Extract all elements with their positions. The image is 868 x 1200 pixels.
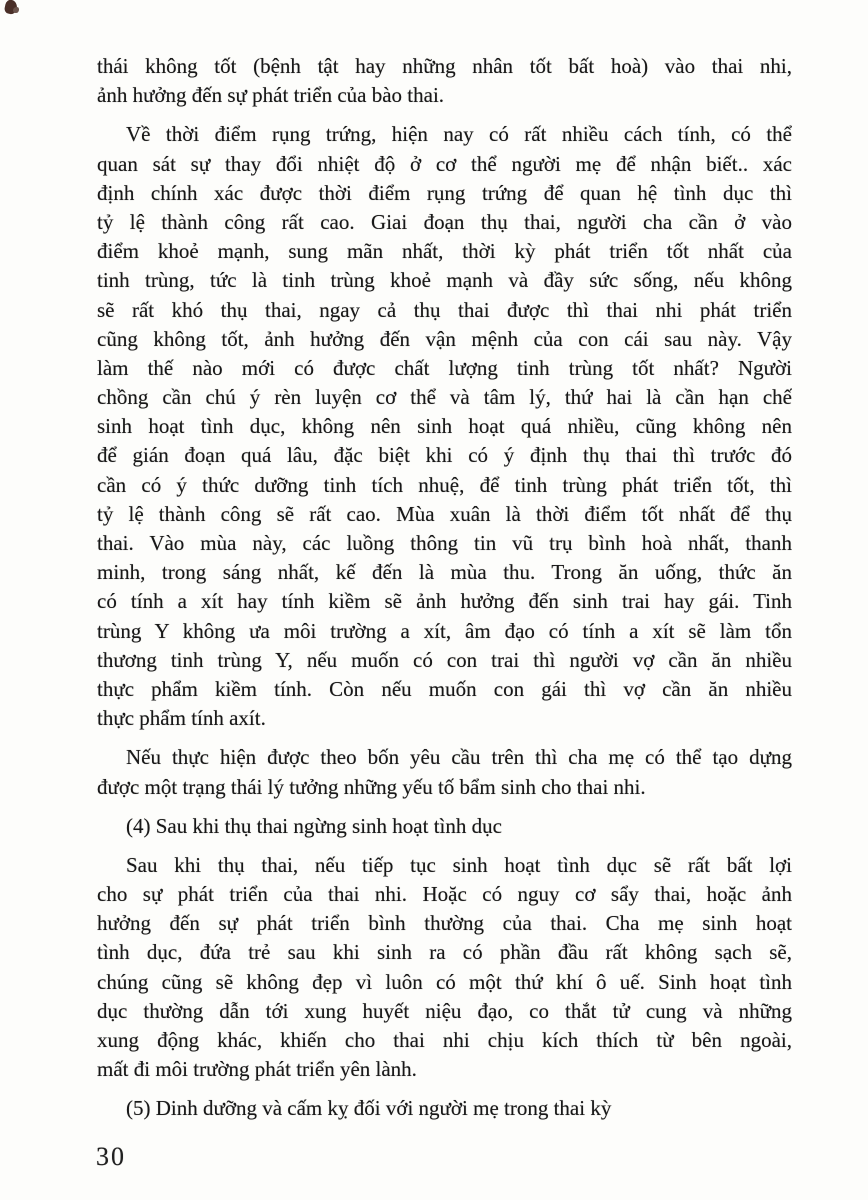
text-line: Về thời điểm rụng trứng, hiện nay có rất nhiều cách tính, có thể: [126, 122, 792, 147]
text-line: (4) Sau khi thụ thai ngừng sinh hoạt tình dục: [126, 813, 502, 838]
text-line: sẽ rất khó thụ thai, ngay cả thụ thai được thì thai nhi phát triển: [97, 297, 792, 322]
text-line: Sau khi thụ thai, nếu tiếp tục sinh hoạt tình dục sẽ rất bất lợi: [126, 852, 792, 877]
text-line: (5) Dinh dưỡng và cấm kỵ đối với người mẹ trong thai kỳ: [126, 1096, 612, 1121]
text-line: chồng cần chú ý rèn luyện cơ thể và tâm lý, thứ hai là cần hạn chế: [97, 385, 792, 410]
text-line: hưởng đến sự phát triển bình thường của thai. Cha mẹ sinh hoạt: [97, 911, 792, 936]
text-line: được một trạng thái lý tưởng những yếu tố bẩm sinh cho thai nhi.: [97, 774, 646, 799]
text-line: thương tinh trùng Y, nếu muốn có con trai thì người vợ cần ăn nhiều: [97, 647, 792, 672]
text-line: ảnh hưởng đến sự phát triển của bào thai.: [97, 83, 445, 108]
text-line: tình dục, đứa trẻ sau khi sinh ra có phần đầu rất không sạch sẽ,: [97, 940, 792, 965]
text-line: tỷ lệ thành công rất cao. Giai đoạn thụ thai, người cha cần ở vào: [97, 209, 792, 234]
text-line: thai. Vào mùa này, các luồng thông tin vũ trụ bình hoà nhất, thanh: [97, 531, 792, 555]
body-text: [97, 52, 792, 1124]
text-line: mất đi môi trường phát triển yên lành.: [97, 1057, 417, 1082]
text-line: tỷ lệ thành công sẽ rất cao. Mùa xuân là thời điểm tốt nhất để thụ: [97, 501, 792, 526]
text-line: có tính a xít hay tính kiềm sẽ ảnh hưởng đến sinh trai hay gái. Tinh: [97, 589, 792, 614]
ink-speck-mark: [13, 7, 19, 13]
text-line: xung động khác, khiến cho thai nhi chịu kích thích từ bên ngoài,: [97, 1028, 792, 1052]
text-line: làm thế nào mới có được chất lượng tinh trùng tốt nhất? Người: [97, 355, 792, 380]
text-line: dục thường dẫn tới xung huyết niệu đạo, co thắt tử cung và những: [97, 998, 792, 1023]
text-line: Nếu thực hiện được theo bốn yêu cầu trên thì cha mẹ có thể tạo dựng: [126, 745, 792, 770]
text-line: điểm khoẻ mạnh, sung mãn nhất, thời kỳ phát triển tốt nhất của: [97, 239, 792, 264]
text-line: sinh hoạt tình dục, không nên sinh hoạt quá nhiều, cũng không nên: [97, 414, 792, 439]
text-line: tinh trùng, tức là tinh trùng khoẻ mạnh và đầy sức sống, nếu không: [97, 268, 792, 293]
text-line: cũng không tốt, ảnh hưởng đến vận mệnh của con cái sau này. Vậy: [97, 326, 792, 351]
text-line: minh, trong sáng nhất, kế đến là mùa thu. Trong ăn uống, thức ăn: [97, 560, 792, 585]
text-line: để gián đoạn quá lâu, đặc biệt khi có ý định thụ thai thì trước đó: [97, 443, 792, 468]
page-number: 30: [96, 1142, 126, 1171]
text-line: thực phẩm kiềm tính. Còn nếu muốn con gái thì vợ cần ăn nhiều: [97, 676, 792, 701]
text-line: chúng cũng sẽ không đẹp vì luôn có một thứ khí ô uế. Sinh hoạt tình: [97, 969, 792, 994]
text-line: thực phẩm tính axít.: [97, 706, 266, 731]
text-line: cho sự phát triển của thai nhi. Hoặc có nguy cơ sẩy thai, hoặc ảnh: [97, 882, 792, 907]
text-line: cần có ý thức dưỡng tinh tích nhuệ, để tinh trùng phát triển tốt, thì: [97, 472, 792, 497]
text-line: quan sát sự thay đổi nhiệt độ ở cơ thể người mẹ để nhận biết.. xác: [97, 151, 792, 176]
text-line: định chính xác được thời điểm rụng trứng để quan hệ tình dục thì: [97, 180, 792, 205]
text-line: thái không tốt (bệnh tật hay những nhân tốt bất hoà) vào thai nhi,: [97, 54, 792, 78]
text-line: trùng Y không ưa môi trường a xít, âm đạo có tính a xít sẽ làm tổn: [97, 618, 792, 643]
